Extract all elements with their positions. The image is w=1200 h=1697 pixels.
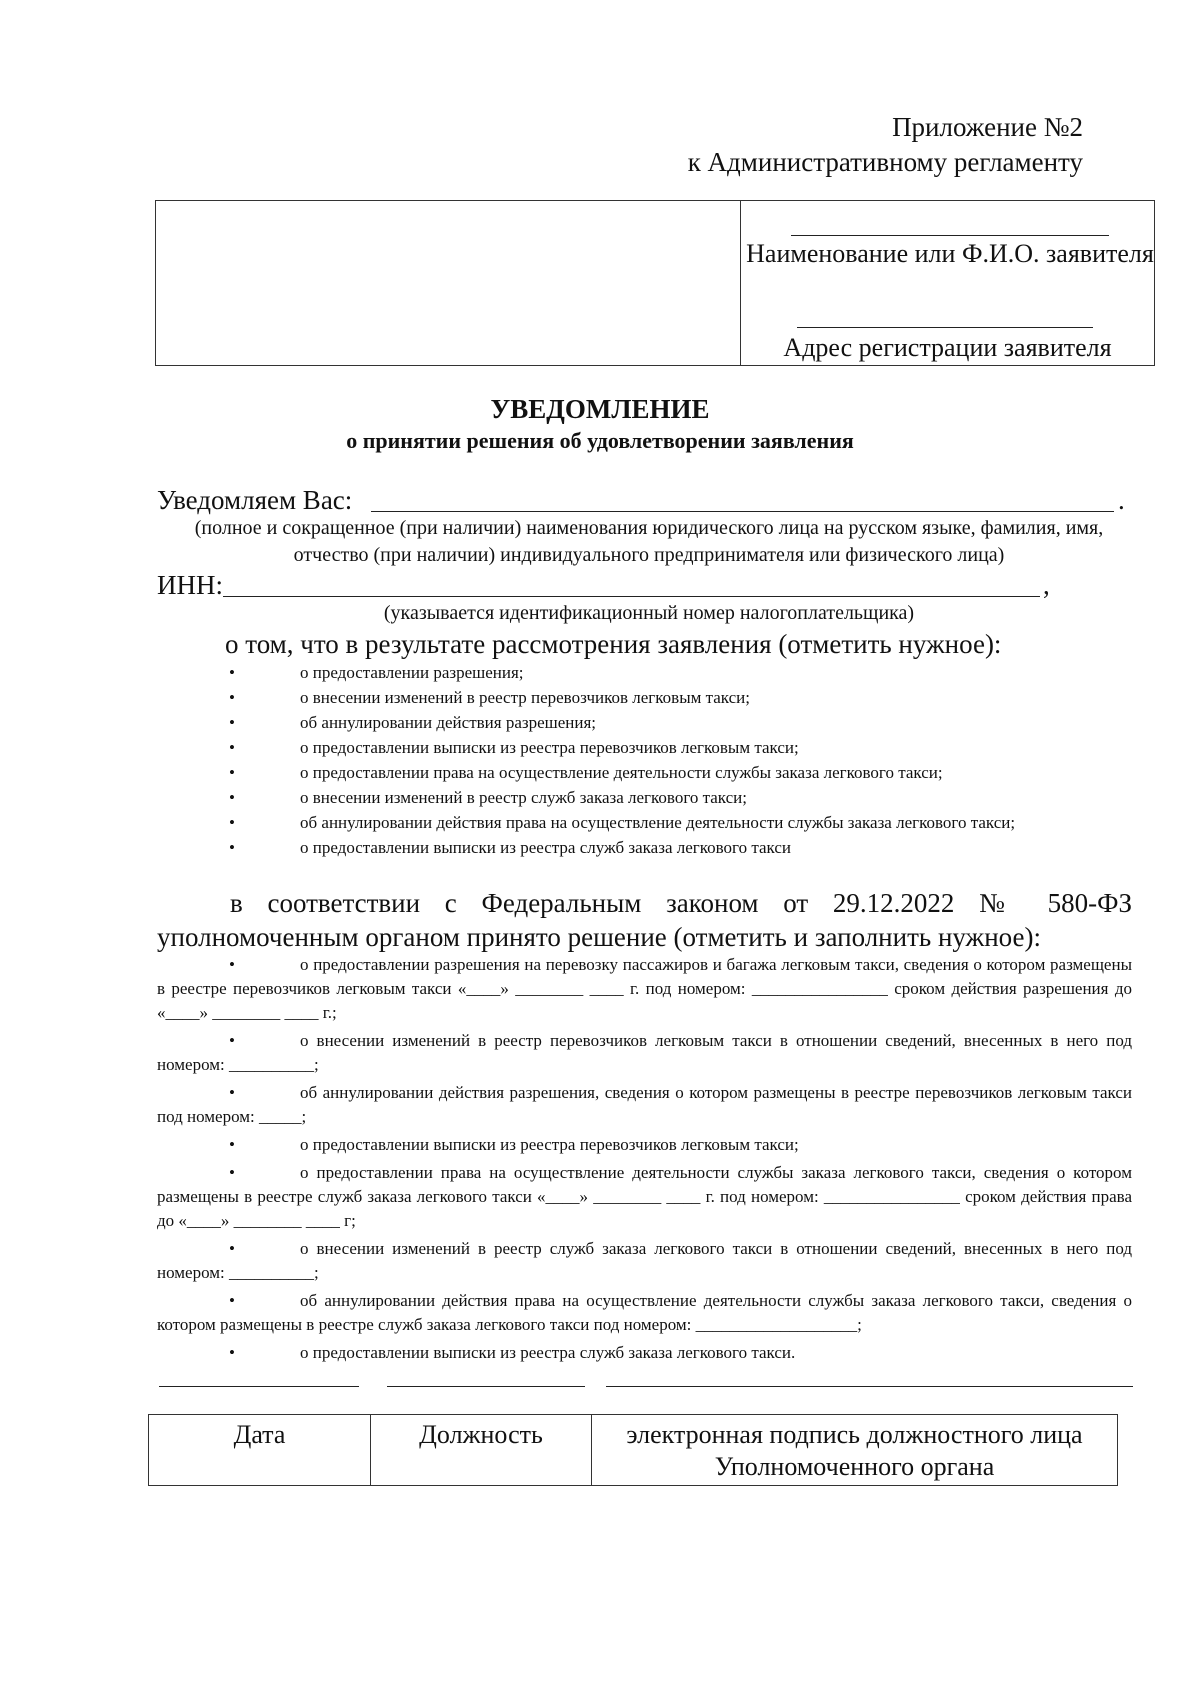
list-item xyxy=(157,685,1132,710)
decision-option: об аннулировании действия разрешения, сведения о котором размещены в реестре перевозчиков легковым такси под номером: _____; xyxy=(157,1083,1132,1126)
list-item xyxy=(157,735,1132,760)
document-title: УВЕДОМЛЕНИЕ xyxy=(490,394,710,424)
date-field-line xyxy=(159,1386,359,1387)
decision-option: о внесении изменений в реестр служб заказа легкового такси в отношении сведений, внесенных в него под номером: __________; xyxy=(157,1239,1132,1282)
list-item xyxy=(157,810,1132,835)
request-option: о предоставлении выписки из реестра перевозчиков легковым такси; xyxy=(300,738,799,757)
result-intro: о том, что в результате рассмотрения заявления (отметить нужное): xyxy=(225,629,1002,659)
request-option: о внесении изменений в реестр перевозчиков легковым такси; xyxy=(300,688,751,707)
bullet-icon: • xyxy=(229,1135,235,1154)
inn-hint: (указывается идентификационный номер налогоплательщика) xyxy=(383,602,915,624)
list-item xyxy=(157,785,1132,810)
bullet-icon: • xyxy=(229,663,235,682)
bullet-icon: • xyxy=(229,763,235,782)
decision-option: о предоставлении выписки из реестра служб заказа легкового такси. xyxy=(300,1343,796,1362)
list-item xyxy=(157,1237,1132,1285)
request-option: о предоставлении права на осуществление деятельности службы заказа легкового такси; xyxy=(300,763,943,782)
notify-label: Уведомляем Вас: xyxy=(157,485,353,515)
list-item xyxy=(157,1289,1132,1337)
signature-date-label: Дата xyxy=(149,1415,371,1486)
bullet-icon: • xyxy=(229,955,235,974)
notify-recipient-field xyxy=(371,511,1114,512)
list-item xyxy=(157,1341,1132,1365)
bullet-icon: • xyxy=(229,788,235,807)
appendix-number: Приложение №2 xyxy=(892,112,1083,142)
signature-position-label: Должность xyxy=(371,1415,592,1486)
list-item xyxy=(157,953,1132,1025)
decision-options-list xyxy=(157,953,1132,1365)
decision-option: о внесении изменений в реестр перевозчиков легковым такси в отношении сведений, внесенных в него под номером: __________; xyxy=(157,1031,1132,1074)
list-item xyxy=(157,1081,1132,1129)
bullet-icon: • xyxy=(229,1163,235,1182)
bullet-icon: • xyxy=(229,1343,235,1362)
appendix-regulation: к Административному регламенту xyxy=(687,147,1083,177)
decision-option: об аннулировании действия права на осуществление деятельности службы заказа легкового такси, сведения о котором размещены в реестре служб заказа легкового такси под номером: ___________________; xyxy=(157,1291,1132,1334)
document-subtitle: о принятии решения об удовлетворении заявления xyxy=(346,428,854,453)
appendix-reference xyxy=(688,110,1083,180)
applicant-address-label: Адрес регистрации заявителя xyxy=(783,333,1112,362)
list-item xyxy=(157,660,1132,685)
decision-option: о предоставлении права на осуществление деятельности службы заказа легкового такси, сведения о котором размещены в реестре служб заказа легкового такси «____» ________ ____ г. под номером: ________________ сроком действия права до «____» ________ ____ г; xyxy=(157,1163,1132,1230)
decision-intro: уполномоченным органом принято решение (отметить и заполнить нужное): xyxy=(157,922,1041,952)
bullet-icon: • xyxy=(229,813,235,832)
request-options-list xyxy=(157,660,1132,860)
bullet-icon: • xyxy=(229,1291,235,1310)
list-item xyxy=(157,1133,1132,1157)
list-item xyxy=(157,835,1132,860)
request-option: об аннулировании действия разрешения; xyxy=(300,713,597,732)
request-option: о предоставлении разрешения; xyxy=(300,663,524,682)
applicant-name-field-line xyxy=(791,235,1109,236)
applicant-address-field-line xyxy=(797,327,1093,328)
recipient-box xyxy=(155,200,1155,366)
list-item xyxy=(157,1029,1132,1077)
inn-label: ИНН: xyxy=(157,570,223,600)
applicant-name-label: Наименование или Ф.И.О. заявителя xyxy=(746,239,1154,268)
bullet-icon: • xyxy=(229,713,235,732)
list-item xyxy=(157,1161,1132,1233)
position-field-line xyxy=(387,1386,585,1387)
request-option: о предоставлении выписки из реестра служб заказа легкового такси xyxy=(300,838,792,857)
bullet-icon: • xyxy=(229,1239,235,1258)
bullet-icon: • xyxy=(229,838,235,857)
request-option: об аннулировании действия права на осуществление деятельности службы заказа легкового такси; xyxy=(300,813,1016,832)
notify-hint: (полное и сокращенное (при наличии) наименования юридического лица на русском языке, фамилия, имя, отчество (при наличии) индивидуального предпринимателя или физического лица) xyxy=(194,517,1104,566)
signature-label: электронная подпись должностного лица Уполномоченного органа xyxy=(592,1415,1118,1486)
request-option: о внесении изменений в реестр служб заказа легкового такси; xyxy=(300,788,748,807)
law-reference: в соответствии с Федеральным законом от 29.12.2022 № 580-ФЗ xyxy=(230,888,1132,918)
notify-end: . xyxy=(1118,485,1125,515)
signature-table xyxy=(148,1414,1118,1486)
decision-option: о предоставлении разрешения на перевозку пассажиров и багажа легковым такси, сведения о котором размещены в реестре перевозчиков легковым такси «____» ________ ____ г. под номером: ________________ сроком действия разрешения до «____» ________ ____ г.; xyxy=(157,955,1132,1022)
bullet-icon: • xyxy=(229,688,235,707)
decision-option: о предоставлении выписки из реестра перевозчиков легковым такси; xyxy=(300,1135,799,1154)
list-item xyxy=(157,710,1132,735)
list-item xyxy=(157,760,1132,785)
bullet-icon: • xyxy=(229,738,235,757)
inn-end: , xyxy=(1043,570,1050,600)
inn-field xyxy=(223,596,1040,597)
bullet-icon: • xyxy=(229,1083,235,1102)
bullet-icon: • xyxy=(229,1031,235,1050)
signature-field-line xyxy=(606,1386,1133,1387)
